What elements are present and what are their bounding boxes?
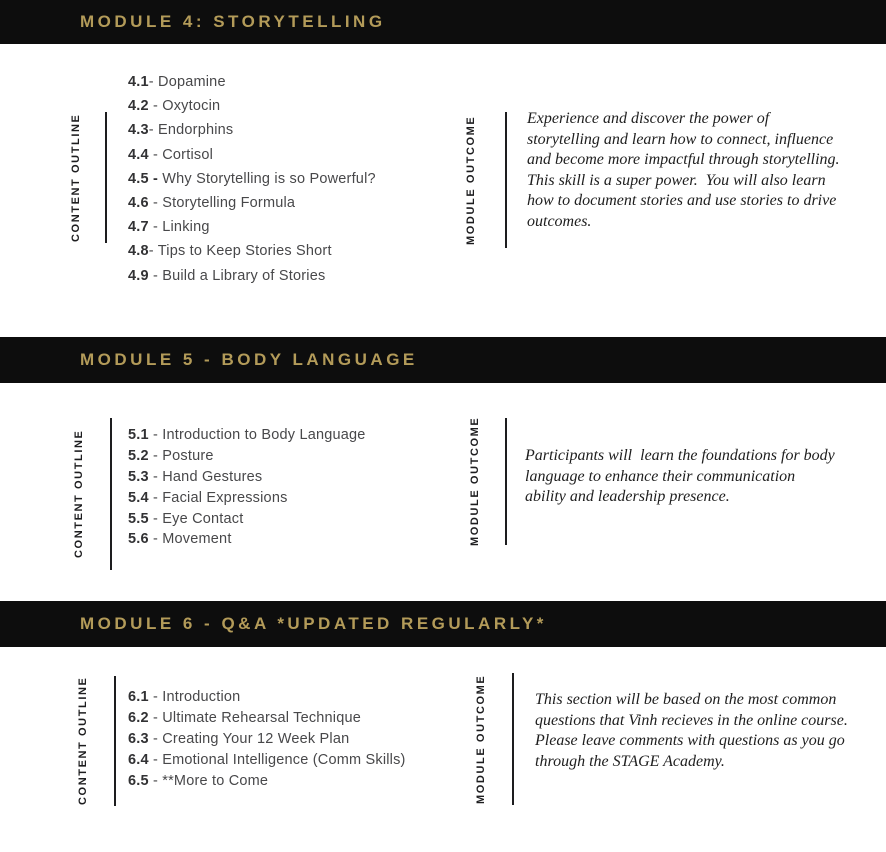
outline-item (128, 729, 406, 750)
outline-item-number: 6.3 (128, 730, 149, 747)
outline-item (128, 167, 376, 191)
module-outcome-text: Participants will learn the foundations for body language to enhance their communication ability and leadership presence. (525, 447, 839, 505)
outline-item-number: 4.5 - (128, 170, 159, 187)
outline-item-number: 5.4 (128, 489, 149, 506)
outline-item-number: 5.3 (128, 468, 149, 485)
outline-item (128, 687, 406, 708)
content-outline-label: CONTENT OUTLINE (77, 676, 89, 806)
outline-item-text: - Creating Your 12 Week Plan (148, 730, 350, 747)
outline-item (128, 508, 366, 529)
outline-item-number: 5.6 (128, 531, 149, 548)
outline-item-text: - **More to Come (148, 772, 269, 789)
outline-item-number: 4.8 (128, 243, 149, 260)
outline-item-text: - Introduction (148, 689, 241, 706)
module-title: MODULE 4: STORYTELLING (80, 12, 386, 31)
outline-item-text: - Movement (148, 531, 232, 548)
content-outline-divider (114, 676, 116, 806)
outline-item-number: 4.7 (128, 219, 149, 236)
content-outline-label: CONTENT OUTLINE (73, 429, 85, 559)
outline-item-text: - Facial Expressions (148, 489, 288, 506)
outline-item (128, 487, 366, 508)
outline-item-text: - Hand Gestures (148, 468, 263, 485)
content-outline-list (128, 687, 406, 791)
content-outline-list (128, 425, 366, 550)
outline-item-number: 5.5 (128, 510, 149, 527)
outline-item (128, 446, 366, 467)
outline-item-number: 4.2 (128, 98, 149, 115)
outline-item-text: - Introduction to Body Language (148, 427, 366, 444)
outline-item-number: 4.6 (128, 195, 149, 212)
outline-item-text: - Build a Library of Stories (148, 267, 326, 284)
outline-item (128, 708, 406, 729)
outline-item-text: - Emotional Intelligence (Comm Skills) (148, 751, 406, 768)
outline-item (128, 467, 366, 488)
content-outline-divider (110, 418, 112, 570)
outline-item-text: - Posture (148, 448, 214, 465)
module-outcome-label: MODULE OUTCOME (469, 416, 481, 547)
outline-item-number: 6.1 (128, 689, 149, 706)
content-outline-label: CONTENT OUTLINE (70, 113, 82, 242)
module-outcome-label: MODULE OUTCOME (475, 674, 487, 804)
outline-item (128, 94, 376, 118)
outline-item (128, 770, 406, 791)
outline-item-number: 4.1 (128, 74, 149, 91)
outline-item (128, 118, 376, 142)
module-header-bar (0, 601, 886, 647)
outline-item-text: - Endorphins (148, 122, 234, 139)
outline-item-text: - Ultimate Rehearsal Technique (148, 710, 362, 727)
outline-item-number: 4.4 (128, 146, 149, 163)
module-outcome-text: Experience and discover the power of storytelling and learn how to connect, influence and become more impactful through storytelling. This skill is a super power. You will also learn how to document stories and use stories to drive outcomes. (527, 110, 844, 230)
outline-item-text: - Eye Contact (148, 510, 244, 527)
outline-item (128, 143, 376, 167)
module-outcome-divider (505, 418, 507, 545)
module-outcome-text: This section will be based on the most common questions that Vinh recieves in the online course. Please leave comments with questions as you go through the STAGE Academy. (535, 691, 852, 770)
outline-item (128, 215, 376, 239)
content-outline-divider (105, 112, 107, 243)
outline-item (128, 239, 376, 263)
outline-item-text: - Tips to Keep Stories Short (148, 243, 332, 260)
outline-item-text: - Linking (148, 219, 210, 236)
outline-item (128, 264, 376, 288)
outline-item (128, 425, 366, 446)
module-title: MODULE 5 - BODY LANGUAGE (80, 350, 418, 369)
outline-item-text: - Cortisol (148, 146, 214, 163)
outline-item-text: - Storytelling Formula (148, 195, 296, 212)
module-outcome-divider (505, 112, 507, 248)
outline-item (128, 191, 376, 215)
outline-item (128, 749, 406, 770)
outline-item (128, 529, 366, 550)
outline-item-text: Why Storytelling is so Powerful? (158, 170, 376, 187)
outline-item-text: - Oxytocin (148, 98, 221, 115)
module-header-bar (0, 0, 886, 44)
outline-item-number: 6.5 (128, 772, 149, 789)
module-title: MODULE 6 - Q&A *UPDATED REGULARLY* (80, 614, 547, 633)
outline-item-number: 6.2 (128, 710, 149, 727)
module-outcome-divider (512, 673, 514, 805)
module-outcome-label: MODULE OUTCOME (465, 115, 477, 245)
outline-item-number: 4.3 (128, 122, 149, 139)
outline-item-number: 6.4 (128, 751, 149, 768)
outline-item-number: 5.1 (128, 427, 149, 444)
outline-item-text: - Dopamine (148, 74, 226, 91)
module-header-bar (0, 337, 886, 383)
outline-item-number: 5.2 (128, 448, 149, 465)
outline-item-number: 4.9 (128, 267, 149, 284)
outline-item (128, 70, 376, 94)
content-outline-list (128, 70, 376, 288)
